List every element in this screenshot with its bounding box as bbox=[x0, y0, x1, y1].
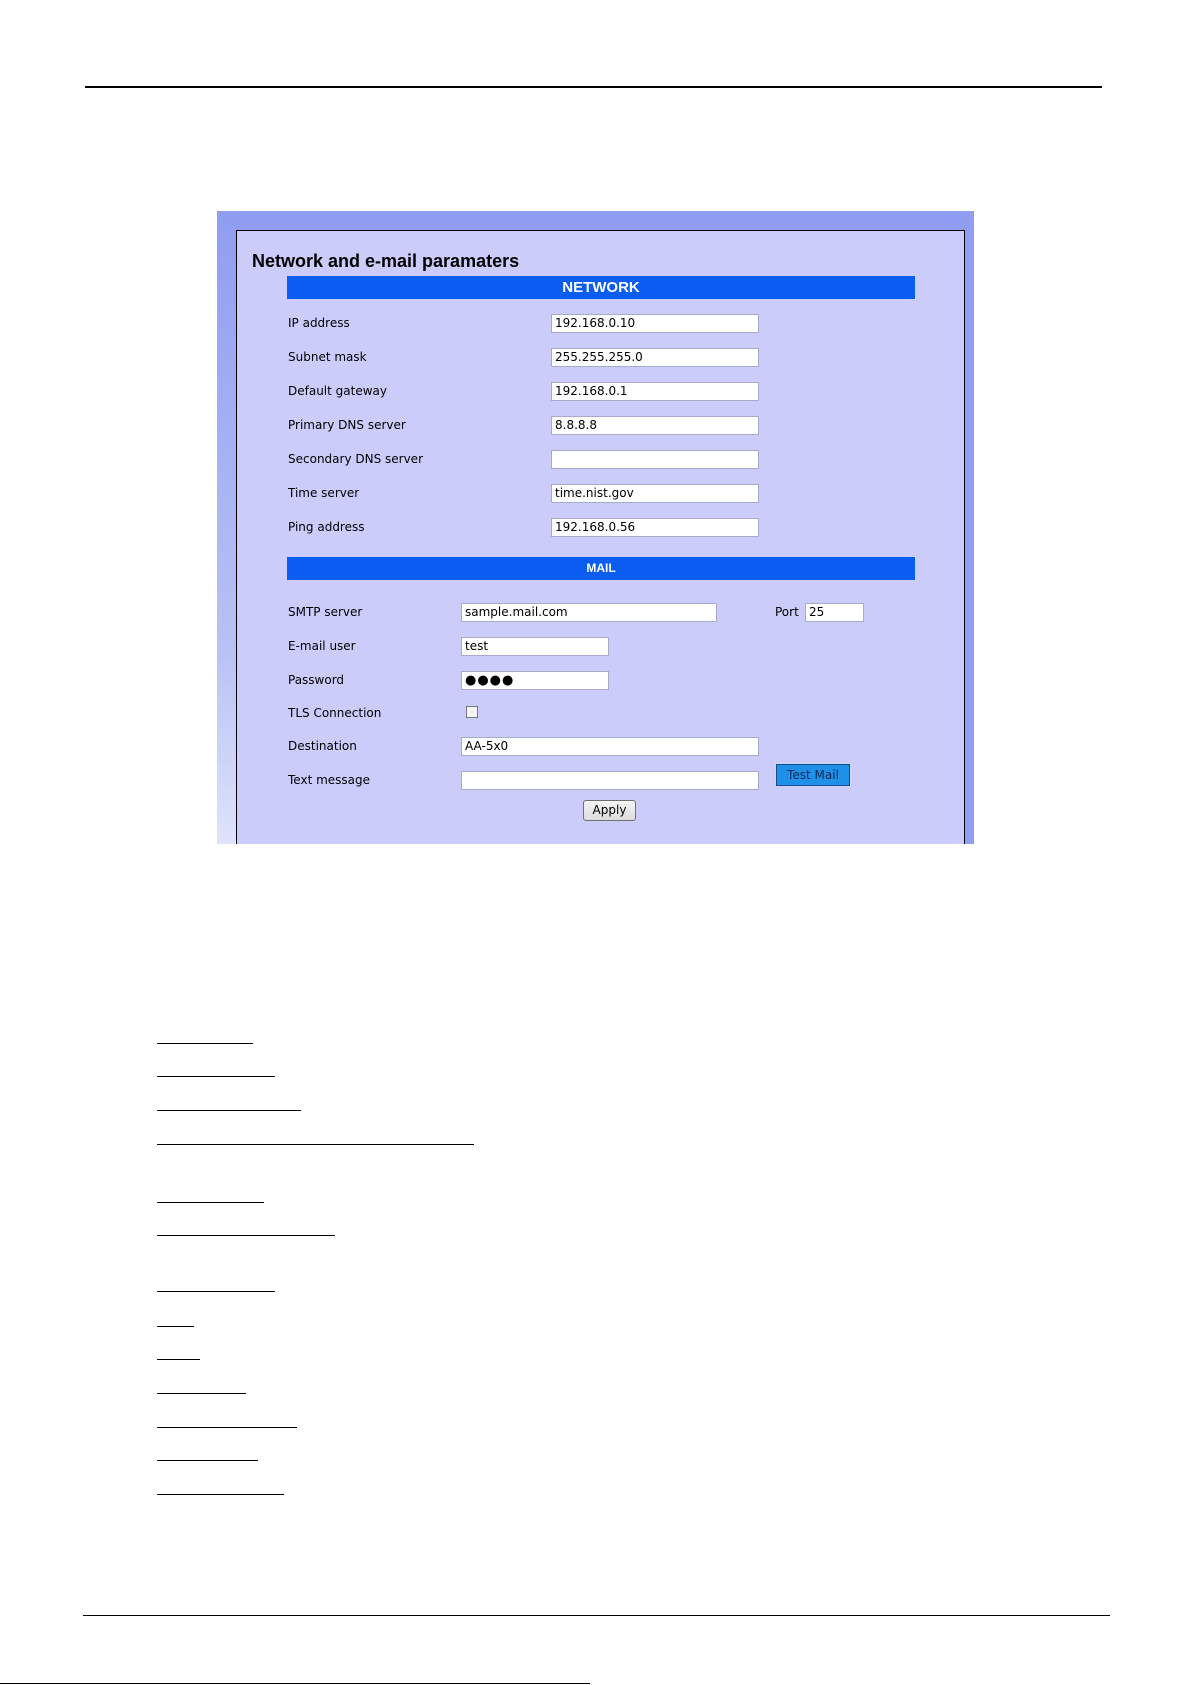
panel-title: Network and e-mail paramaters bbox=[252, 251, 520, 271]
smtp-server-input[interactable]: sample.mail.com bbox=[461, 603, 717, 622]
footer-rule bbox=[83, 1615, 1110, 1616]
blank-line bbox=[157, 1076, 275, 1077]
time-server-input[interactable]: time.nist.gov bbox=[551, 484, 759, 503]
primary-dns-label: Primary DNS server bbox=[288, 418, 406, 432]
smtp-server-label: SMTP server bbox=[288, 605, 363, 619]
tls-connection-label: TLS Connection bbox=[288, 706, 382, 720]
default-gateway-input[interactable]: 192.168.0.1 bbox=[551, 382, 759, 401]
destination-label: Destination bbox=[288, 739, 357, 753]
blank-line bbox=[157, 1144, 474, 1145]
header-rule bbox=[85, 86, 1102, 88]
port-input[interactable]: 25 bbox=[805, 603, 864, 622]
blank-line bbox=[157, 1494, 284, 1495]
email-user-label: E-mail user bbox=[288, 639, 356, 653]
destination-input[interactable]: AA-5x0 bbox=[461, 737, 759, 756]
port-label: Port bbox=[775, 605, 799, 619]
ip-address-input[interactable]: 192.168.0.10 bbox=[551, 314, 759, 333]
page-edge-rule bbox=[0, 1683, 590, 1684]
test-mail-button[interactable]: Test Mail bbox=[776, 764, 850, 786]
password-input[interactable]: ●●●● bbox=[461, 671, 609, 690]
email-user-input[interactable]: test bbox=[461, 637, 609, 656]
subnet-mask-input[interactable]: 255.255.255.0 bbox=[551, 348, 759, 367]
blank-line bbox=[157, 1359, 200, 1360]
network-section-header: NETWORK bbox=[287, 276, 915, 299]
mail-section-header: MAIL bbox=[287, 557, 915, 580]
secondary-dns-input[interactable] bbox=[551, 450, 759, 469]
blank-line bbox=[157, 1326, 194, 1327]
ip-address-label: IP address bbox=[288, 316, 350, 330]
ping-address-input[interactable]: 192.168.0.56 bbox=[551, 518, 759, 537]
blank-line bbox=[157, 1043, 253, 1044]
ping-address-label: Ping address bbox=[288, 520, 365, 534]
text-message-input[interactable] bbox=[461, 771, 759, 790]
blank-line bbox=[157, 1460, 258, 1461]
subnet-mask-label: Subnet mask bbox=[288, 350, 367, 364]
password-label: Password bbox=[288, 673, 345, 687]
blank-line bbox=[157, 1235, 335, 1236]
blank-line bbox=[157, 1393, 246, 1394]
settings-screenshot bbox=[217, 211, 974, 844]
blank-line bbox=[157, 1202, 264, 1203]
blank-line bbox=[157, 1291, 275, 1292]
secondary-dns-label: Secondary DNS server bbox=[288, 452, 423, 466]
text-message-label: Text message bbox=[288, 773, 371, 787]
settings-panel bbox=[236, 230, 965, 844]
time-server-label: Time server bbox=[288, 486, 360, 500]
apply-button[interactable]: Apply bbox=[583, 800, 636, 821]
tls-connection-checkbox[interactable] bbox=[466, 706, 478, 718]
blank-line bbox=[157, 1427, 297, 1428]
window-edge bbox=[217, 211, 236, 844]
primary-dns-input[interactable]: 8.8.8.8 bbox=[551, 416, 759, 435]
default-gateway-label: Default gateway bbox=[288, 384, 387, 398]
blank-line bbox=[157, 1110, 301, 1111]
